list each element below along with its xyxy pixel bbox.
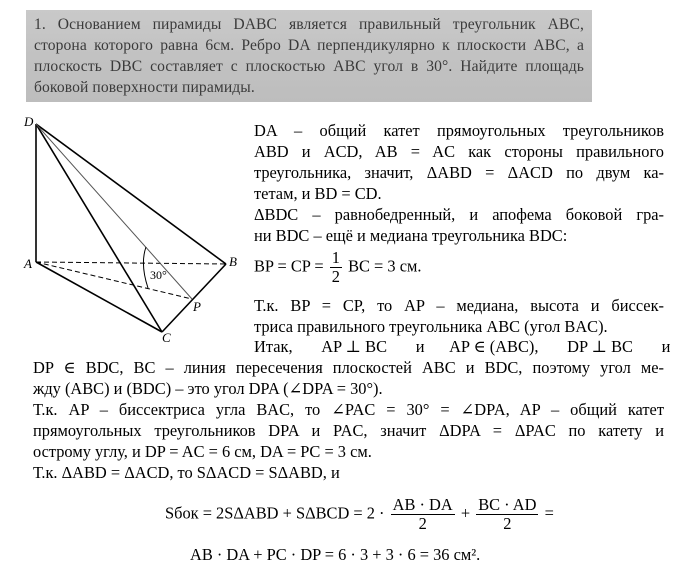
label-D: D [24, 114, 34, 129]
pyramid-figure [20, 112, 242, 344]
solution-line-11: DP ∈ BDC, BC – линия пересечения плоскостей ABC и BDC, поэтому угол ме- [33, 358, 664, 377]
label-B: B [229, 254, 237, 269]
bp-cp-right: BC = 3 см. [348, 256, 422, 276]
edge-CB [162, 264, 226, 332]
solution-line-14: прямоугольных треугольников DPA и PAC, значит ΔDPA = ΔPAC по катету и [33, 421, 664, 440]
fraction-ab-da-numerator: AB · DA [392, 495, 453, 514]
solution-line-9: триса правильного треугольника ABC (угол BAC). [254, 317, 608, 336]
fraction-denominator: 2 [331, 267, 340, 286]
area-result [190, 545, 480, 565]
solution-line-16: Т.к. ΔABD = ΔACD, то SΔACD = SΔABD, и [33, 463, 340, 482]
label-P: P [193, 299, 201, 314]
problem-line-4: боковой поверхности пирамиды. [34, 79, 255, 96]
solution-line-3: треугольника, значит, ΔABD = ΔACD по двум ка- [254, 163, 664, 182]
apothem-DP [36, 124, 192, 299]
angle-arc [143, 247, 148, 288]
solution-line-6: ни BDC – ещё и медиана треугольника BDC: [254, 226, 568, 245]
formula-equals: = [544, 503, 554, 523]
fraction-numerator: 1 [331, 248, 340, 267]
fraction-bc-ad [476, 496, 538, 533]
formula-plus: + [460, 503, 471, 523]
solution-line-7 [254, 249, 421, 286]
solution-line-8: Т.к. BP = CP, то AP – медиана, высота и биссек- [254, 296, 664, 315]
fraction-ab-da-denominator: 2 [418, 514, 427, 533]
fraction-one-half [330, 249, 342, 286]
solution-line-10: Итак, AP ⊥ BC и AP ∈ (ABC), DP ⊥ BC и [254, 337, 671, 356]
formula-left: Sбок = 2SΔABD + SΔBCD = 2 · [165, 503, 385, 523]
solution-line-2: ABD и ACD, AB = AC как стороны правильного [254, 142, 664, 161]
label-C: C [162, 330, 171, 344]
solution-line-4: тетам, и BD = CD. [254, 184, 382, 203]
edge-AC [36, 262, 162, 332]
solution-line-13: Т.к. AP – биссектриса угла BAC, то ∠PAC = 30° = ∠DPA, AP – общий катет [33, 400, 664, 419]
angle-label: 30° [150, 268, 167, 282]
problem-line-3: плоскость DBC составляет с плоскостью ABC угол в 30°. Найдите площадь [34, 58, 584, 75]
fraction-bc-ad-numerator: BC · AD [478, 495, 537, 514]
fraction-bc-ad-denominator: 2 [503, 514, 512, 533]
problem-line-2: сторона которого равна 6см. Ребро DA перпендикулярно к плоскости ABC, а [34, 37, 584, 54]
bp-cp-left: BP = CP = [254, 256, 324, 276]
solution-line-12: жду (ABC) и (BDC) – это угол DPA (∠DPA = 30°). [33, 379, 383, 398]
area-result-text: AB · DA + PC · DP = 6 · 3 + 3 · 6 = 36 см². [190, 545, 481, 564]
edge-DB [36, 124, 226, 264]
edge-AB-hidden [36, 262, 226, 264]
fraction-ab-da [391, 496, 455, 533]
solution-line-1: DA – общий катет прямоугольных треугольников [254, 121, 664, 140]
problem-line-1: 1. Основанием пирамиды DABC является правильный треугольник ABC, [34, 16, 584, 33]
solution-line-5: ΔBDC – равнобедренный, и апофема боковой гра- [254, 205, 664, 224]
area-formula [165, 496, 554, 533]
edge-DC [36, 124, 162, 332]
solution-line-15: острому углу, и DP = AC = 6 см, DA = PC = 3 см. [33, 442, 372, 461]
segment-AP-hidden [36, 262, 192, 299]
problem-statement [26, 10, 592, 102]
label-A: A [24, 256, 32, 271]
